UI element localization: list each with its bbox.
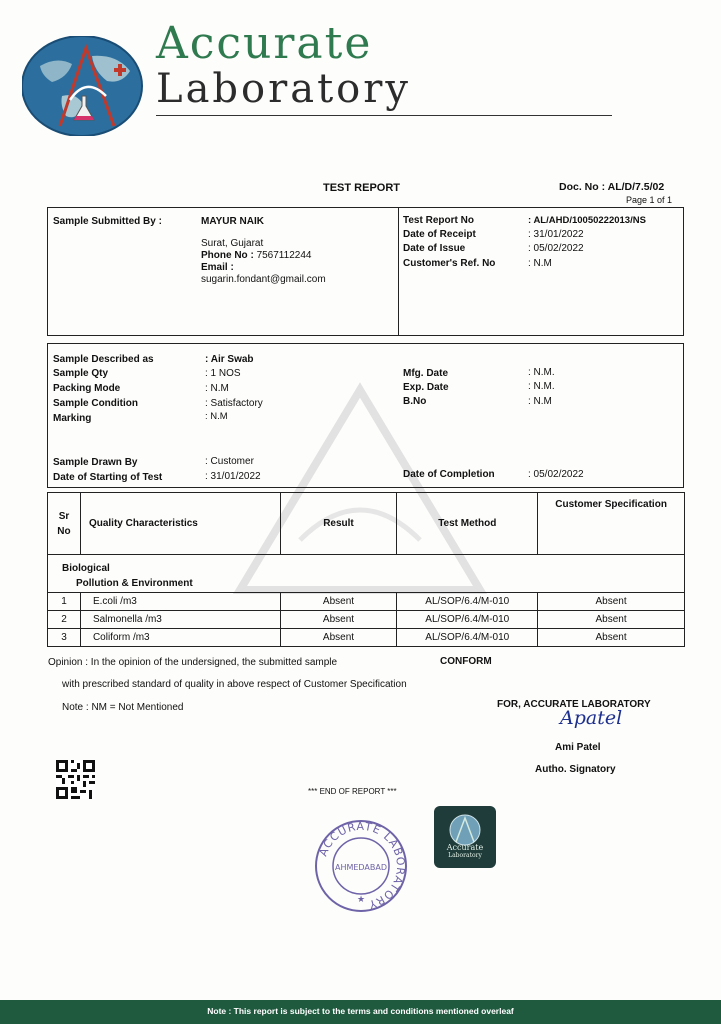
table-group-row [48,555,685,593]
row-sr: 1 [48,593,81,611]
hologram-line2: Laboratory [448,852,482,859]
signatory-title: Autho. Signatory [535,764,616,775]
submission-box-divider [398,207,399,336]
packing-mode-value: : N.M [205,383,229,394]
sample-described-value: : Air Swab [205,354,254,365]
start-date-value: : 31/01/2022 [205,471,261,482]
brand-name-line2: Laboratory [156,66,411,112]
group-subtitle: Pollution & Environment [76,578,193,589]
page-number: Page 1 of 1 [626,195,673,205]
signature: Apatel [560,707,623,729]
brand-name-line1: Accurate [156,18,373,69]
customer-ref-value: : N.M [528,258,552,269]
packing-mode-label: Packing Mode [53,383,121,394]
for-lab-label: FOR, ACCURATE LABORATORY [497,699,651,710]
phone-value: 7567112244 [256,250,312,261]
phone-label: Phone No : [201,250,254,261]
row-method: AL/SOP/6.4/M-010 [397,593,538,611]
receipt-date-value: : 31/01/2022 [528,229,584,240]
marking-label: Marking [53,413,92,424]
conform-status: CONFORM [440,656,492,667]
opinion-line1: Opinion : In the opinion of the undersigned, the submitted sample [48,657,338,668]
header-result: Result [280,493,397,555]
row-name: Coliform /m3 [80,629,280,647]
submitted-by-label: Sample Submitted By : [53,216,162,227]
row-sr: 3 [48,629,81,647]
doc-number: Doc. No : AL/D/7.5/02 [559,181,665,193]
group-title: Biological [62,563,110,574]
header-sr-line2: No [57,525,71,537]
row-result: Absent [280,629,397,647]
footer-note: Note : This report is subject to the terms and conditions mentioned overleaf [207,1006,514,1016]
lab-logo-icon [22,36,148,136]
report-title: TEST REPORT [323,182,401,194]
customer-city: Surat, Gujarat [201,238,264,249]
row-method: AL/SOP/6.4/M-010 [397,611,538,629]
header-sr [48,493,81,555]
completion-date-value: : 05/02/2022 [528,469,584,480]
hologram-line1: Accurate [446,843,484,852]
row-spec: Absent [538,629,685,647]
svg-text:★: ★ [356,894,366,904]
row-name: E.coli /m3 [80,593,280,611]
qr-code [56,760,95,799]
sample-condition-label: Sample Condition [53,398,138,409]
issue-date-label: Date of Issue [403,243,466,254]
marking-value: : N.M [205,411,228,422]
receipt-date-label: Date of Receipt [403,229,476,240]
header-spec: Customer Specification [538,493,685,555]
table-row [48,593,685,611]
mfg-date-value: : N.M. [528,367,555,378]
end-of-report: *** END OF REPORT *** [308,787,397,796]
header-sr-line1: Sr [58,510,70,522]
completion-date-label: Date of Completion [403,469,495,480]
row-result: Absent [280,593,397,611]
stamp-center-text: AHMEDABAD [334,863,388,872]
exp-date-value: : N.M. [528,381,555,392]
row-sr: 2 [48,611,81,629]
header-divider [156,115,612,116]
sample-qty-value: : 1 NOS [205,368,241,379]
email-label: Email : [201,262,234,273]
row-result: Absent [280,611,397,629]
customer-ref-label: Customer's Ref. No [403,258,496,269]
report-no-value: : AL/AHD/10050222013/NS [528,215,646,226]
row-spec: Absent [538,611,685,629]
signatory-name: Ami Patel [555,742,601,753]
drawn-by-value: : Customer [205,456,254,467]
row-name: Salmonella /m3 [80,611,280,629]
lab-stamp [313,818,409,914]
customer-phone [201,250,311,261]
batch-no-value: : N.M [528,396,552,407]
mfg-date-label: Mfg. Date [403,368,448,379]
issue-date-value: : 05/02/2022 [528,243,584,254]
note-text: Note : NM = Not Mentioned [62,702,184,713]
table-header-row [48,493,685,555]
sample-described-label: Sample Described as [53,354,154,365]
batch-no-label: B.No [403,396,427,407]
exp-date-label: Exp. Date [403,382,449,393]
results-table [47,492,685,647]
footer-bar [0,1000,721,1024]
drawn-by-label: Sample Drawn By [53,457,138,468]
hologram-text [434,844,496,860]
hologram-seal [434,806,496,868]
row-method: AL/SOP/6.4/M-010 [397,629,538,647]
report-no-label: Test Report No [403,215,474,226]
sample-condition-value: : Satisfactory [205,398,263,409]
table-row [48,629,685,647]
header-quality: Quality Characteristics [80,493,280,555]
start-date-label: Date of Starting of Test [53,472,163,483]
sample-qty-label: Sample Qty [53,368,109,379]
group-cell [48,555,685,593]
opinion-line2: with prescribed standard of quality in above respect of Customer Specification [62,679,407,690]
customer-name: MAYUR NAIK [201,216,264,227]
stamp-arc-text: ACCURATE LABORATORY [316,819,408,912]
customer-email: sugarin.fondant@gmail.com [201,274,326,285]
table-row [48,611,685,629]
header-method: Test Method [397,493,538,555]
row-spec: Absent [538,593,685,611]
